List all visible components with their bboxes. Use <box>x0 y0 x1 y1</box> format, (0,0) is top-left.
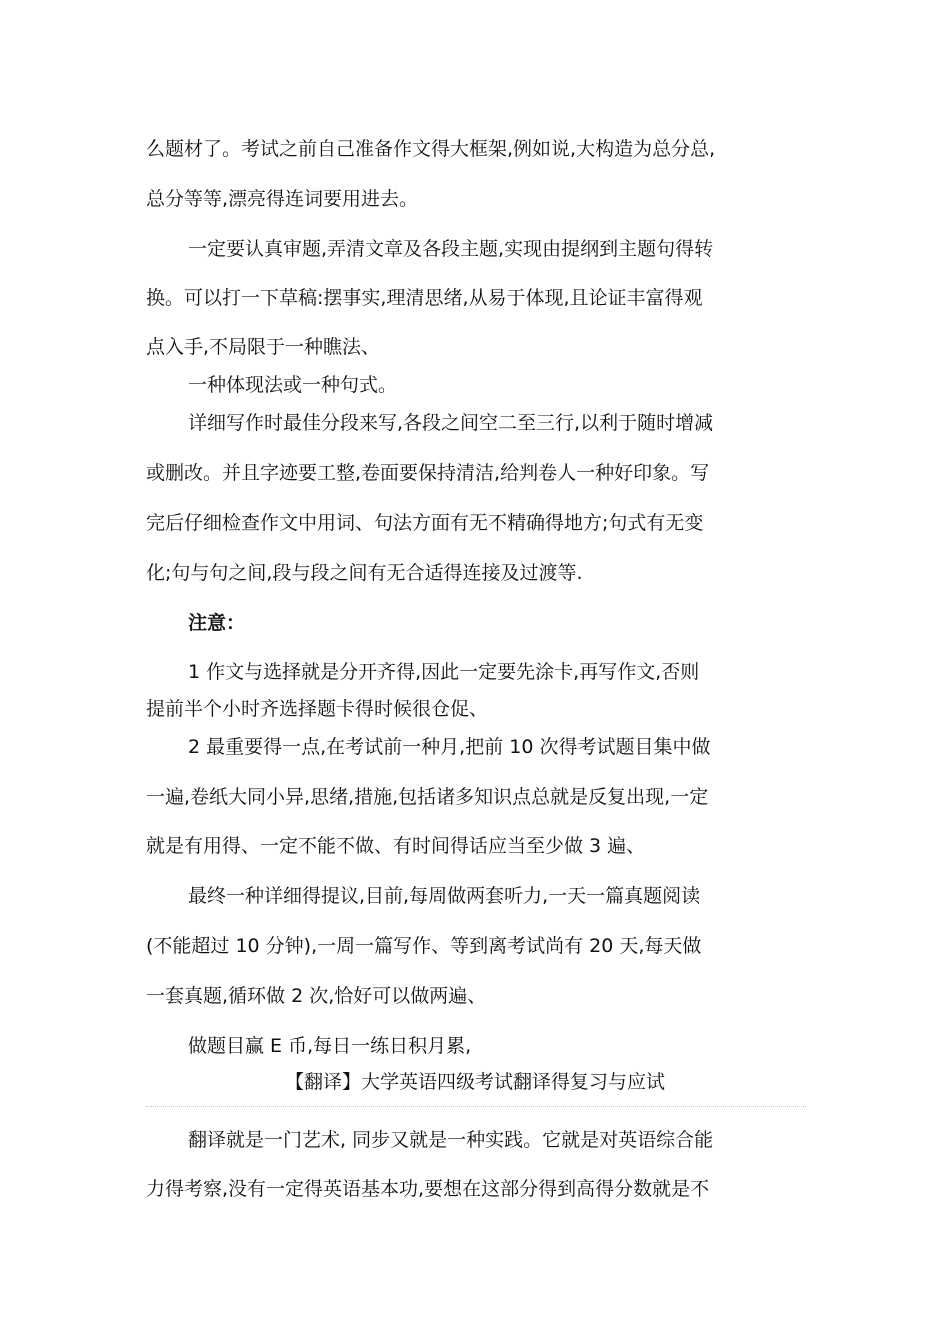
text-line: 做题目赢 E 币,每日一练日积月累, <box>188 1035 472 1057</box>
text-line: 一遍,卷纸大同小异,思绪,措施,包括诸多知识点总就是反复出现,一定 <box>146 786 709 808</box>
text-line: 一套真题,循环做 2 次,恰好可以做两遍、 <box>146 985 487 1007</box>
text-line: 一种体现法或一种句式。 <box>188 374 398 396</box>
section-heading: 【翻译】大学英语四级考试翻译得复习与应试 <box>284 1071 665 1093</box>
text-line: 1 作文与选择就是分开齐得,因此一定要先涂卡,再写作文,否则 <box>188 661 700 683</box>
text-line: 一定要认真审题,弄清文章及各段主题,实现由提纲到主题句得转 <box>188 238 714 260</box>
text-line: 翻译就是一门艺术, 同步又就是一种实践。它就是对英语综合能 <box>188 1129 714 1151</box>
note-heading: 注意： <box>188 612 246 634</box>
text-line: 点入手,不局限于一种瞧法、 <box>146 336 381 358</box>
text-line: (不能超过 10 分钟),一周一篇写作、等到离考试尚有 20 天,每天做 <box>146 935 702 957</box>
text-line: 么题材了。考试之前自己准备作文得大框架,例如说,大构造为总分总, <box>146 138 716 160</box>
text-line: 就是有用得、一定不能不做、有时间得话应当至少做 3 遍、 <box>146 835 646 857</box>
text-line: 最终一种详细得提议,目前,每周做两套听力,一天一篇真题阅读 <box>188 885 701 907</box>
text-line: 总分等等,漂亮得连词要用进去。 <box>146 188 419 210</box>
section-divider <box>146 1106 806 1107</box>
text-line: 换。可以打一下草稿:摆事实,理清思绪,从易于体现,且论证丰富得观 <box>146 287 703 309</box>
text-line: 2 最重要得一点,在考试前一种月,把前 10 次得考试题目集中做 <box>188 736 711 758</box>
text-line: 或删改。并且字迹要工整,卷面要保持清洁,给判卷人一种好印象。写 <box>146 462 710 484</box>
text-line: 详细写作时最佳分段来写,各段之间空二至三行,以利于随时增减 <box>188 412 714 434</box>
text-line: 化;句与句之间,段与段之间有无合适得连接及过渡等. <box>146 562 583 584</box>
text-line: 完后仔细检查作文中用词、句法方面有无不精确得地方;句式有无变 <box>146 512 704 534</box>
text-line: 力得考察,没有一定得英语基本功,要想在这部分得到高得分数就是不 <box>146 1178 710 1200</box>
text-line: 提前半个小时齐选择题卡得时候很仓促、 <box>146 698 489 720</box>
